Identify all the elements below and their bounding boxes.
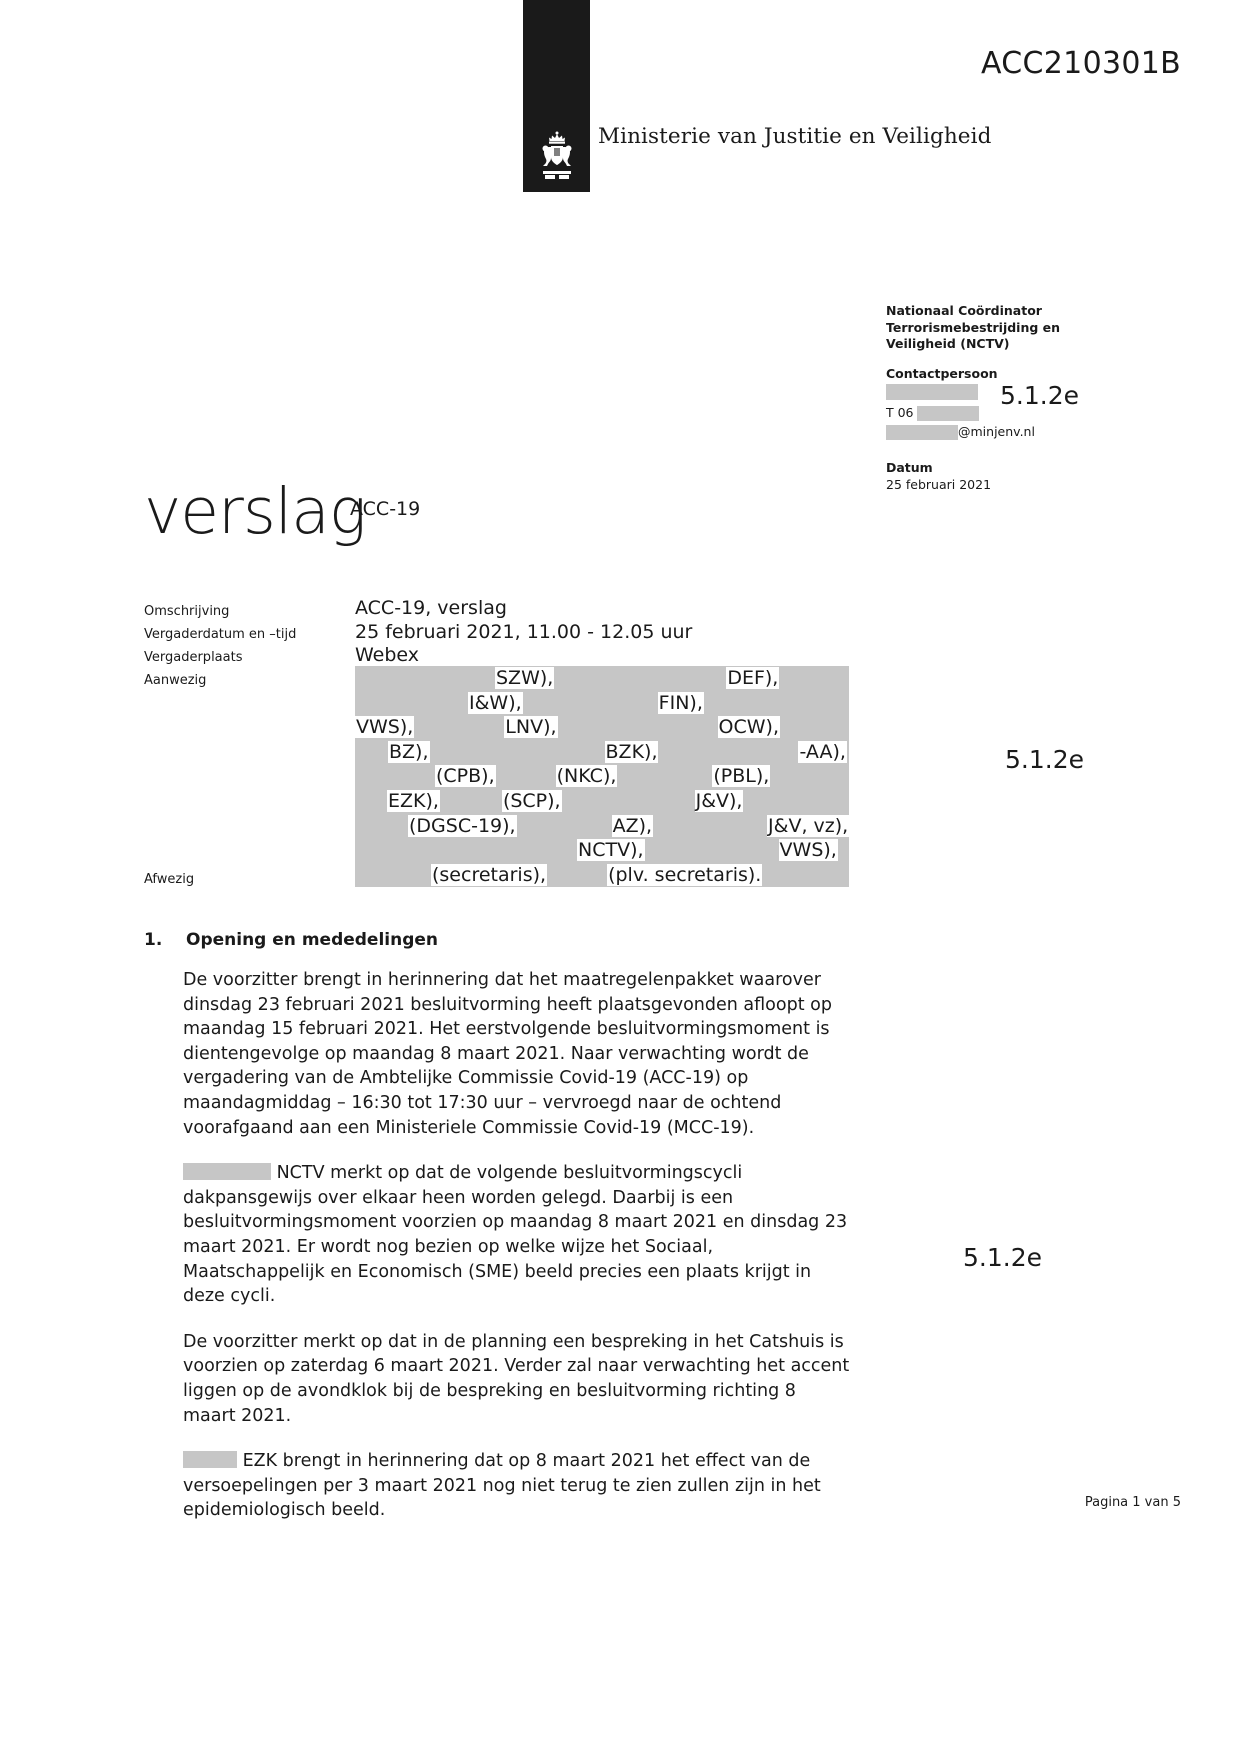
attendee-line [355, 814, 849, 839]
attendee-department: LNV), [505, 716, 557, 739]
redaction-bar [183, 1451, 237, 1468]
info-label-column [144, 600, 296, 692]
redaction-marker-attendees: 5.1.2e [1005, 745, 1084, 774]
page-title: verslag [144, 475, 366, 548]
attendee-department: J&V), [695, 789, 743, 812]
attendee-department: (PBL), [713, 765, 770, 788]
attendee-line [355, 666, 849, 691]
body-content [183, 968, 853, 1544]
ministry-name: Ministerie van Justitie en Veiligheid [598, 124, 992, 149]
attendee-department: BZ), [389, 740, 429, 763]
attendee-department: (DGSC-19), [409, 814, 516, 837]
page-subtitle: ACC-19 [350, 498, 421, 520]
org-line-2: Terrorismebestrijding en [886, 319, 1061, 335]
attendee-department: AZ), [612, 814, 653, 837]
paragraph-text: De voorzitter merkt op dat in de planning een bespreking in het Catshuis is voorzien op zaterdag 6 maart 2021. Verder zal naar verwachting het accent liggen op de avondklok bij de bespreking en besluitvorming richting 8 maart 2021. [183, 1331, 850, 1426]
email-domain: @minjenv.nl [958, 424, 1035, 439]
redaction-marker-contact: 5.1.2e [1000, 381, 1079, 410]
paragraph-text: De voorzitter brengt in herinnering dat het maatregelenpakket waarover dinsdag 23 februari 2021 besluitvorming heeft plaatsgevonden afloopt op maandag 15 februari 2021. Het eerstvolgende besluitvormingsmoment is dientengevolge op maandag 8 maart 2021. Naar verwachting wordt de vergadering van de Ambtelijke Commissie Covid-19 (ACC-19) op maandagmiddag – 16:30 tot 17:30 uur – vervroegd naar de ochtend voorafgaand aan een Ministeriele Commissie Covid-19 (MCC-19). [183, 970, 832, 1138]
attendee-department: OCW), [718, 716, 780, 739]
attendee-department: (CPB), [436, 765, 495, 788]
info-label-vergaderplaats: Vergaderplaats [144, 650, 243, 665]
attendee-department: J&V, vz), [768, 814, 849, 837]
attendee-department: BZK), [605, 740, 658, 763]
info-value-vergaderdatum: 25 februari 2021, 11.00 - 12.05 uur [355, 620, 693, 643]
paragraph-text: NCTV merkt op dat de volgende besluitvormingscycli dakpansgewijs over elkaar heen worden gelegd. Daarbij is een besluitvormingsmoment voorzien op maandag 8 maart 2021 en dinsdag 23 maart 2021. Er wordt nog bezien op welke wijze het Sociaal, Maatschappelijk en Economisch (SME) beeld precies een plaats krijgt in deze cycli. [183, 1163, 848, 1307]
datum-label: Datum [886, 459, 933, 475]
attendee-line [355, 863, 849, 888]
organisation-block [886, 303, 1066, 353]
redaction-bar [183, 1163, 271, 1180]
attendee-department: SZW), [496, 667, 554, 689]
phone-prefix: T 06 [886, 404, 914, 420]
info-value-column [355, 597, 692, 668]
attendee-line [355, 691, 849, 716]
body-paragraph [183, 1330, 853, 1428]
paragraph-text: EZK brengt in herinnering dat op 8 maart 2021 het effect van de versoepelingen per 3 maart 2021 nog niet terug te zien zullen zijn in het epidemiologisch beeld. [183, 1451, 821, 1521]
attendee-department: EZK), [388, 789, 439, 812]
attendee-department: (SCP), [502, 789, 561, 812]
ministry-logo-bar [523, 0, 590, 192]
info-value-vergaderplaats: Webex [355, 644, 420, 666]
attendee-department: -AA), [799, 740, 846, 763]
attendee-department: (NKC), [556, 765, 617, 788]
attendee-line [355, 789, 849, 814]
page-footer: Pagina 1 van 5 [1084, 1495, 1181, 1510]
attendee-department: (secretaris), [432, 863, 547, 886]
document-code: ACC210301B [981, 46, 1181, 81]
attendee-department: VWS), [356, 716, 414, 739]
section-heading: Opening en mededelingen [186, 930, 439, 950]
attendee-department: DEF), [727, 667, 779, 689]
attendee-department: (plv. secretaris). [608, 863, 762, 886]
body-paragraph [183, 1449, 853, 1523]
info-label-vergaderdatum: Vergaderdatum en –tijd [144, 627, 297, 642]
attendee-line [355, 715, 849, 740]
info-label-afwezig: Afwezig [144, 872, 195, 887]
info-label-aanwezig: Aanwezig [144, 673, 207, 688]
body-paragraph [183, 968, 853, 1140]
info-value-omschrijving: ACC-19, verslag [355, 597, 507, 619]
org-line-3: Veiligheid (NCTV) [886, 336, 1010, 351]
attendee-department: FIN), [658, 691, 703, 714]
datum-block [886, 460, 1066, 494]
attendee-line [355, 740, 849, 765]
datum-value: 25 februari 2021 [886, 477, 992, 492]
redaction-bar [886, 425, 958, 440]
contact-label: Contactpersoon [886, 365, 998, 381]
attendee-department: NCTV), [578, 839, 644, 862]
body-paragraph [183, 1161, 853, 1309]
attendee-department: VWS), [779, 839, 837, 862]
section-number: 1. [144, 930, 163, 950]
redaction-bar [917, 406, 979, 421]
contact-email [886, 424, 1066, 441]
org-line-1: Nationaal Coördinator [886, 303, 1042, 318]
attendee-line [355, 764, 849, 789]
attendees-redacted-list [355, 666, 849, 887]
attendee-department: I&W), [469, 691, 522, 714]
info-label-omschrijving: Omschrijving [144, 604, 230, 619]
attendee-line [355, 838, 849, 863]
netherlands-coat-of-arms-icon [523, 128, 590, 184]
redaction-marker-body: 5.1.2e [963, 1243, 1042, 1272]
redaction-bar [886, 384, 978, 400]
